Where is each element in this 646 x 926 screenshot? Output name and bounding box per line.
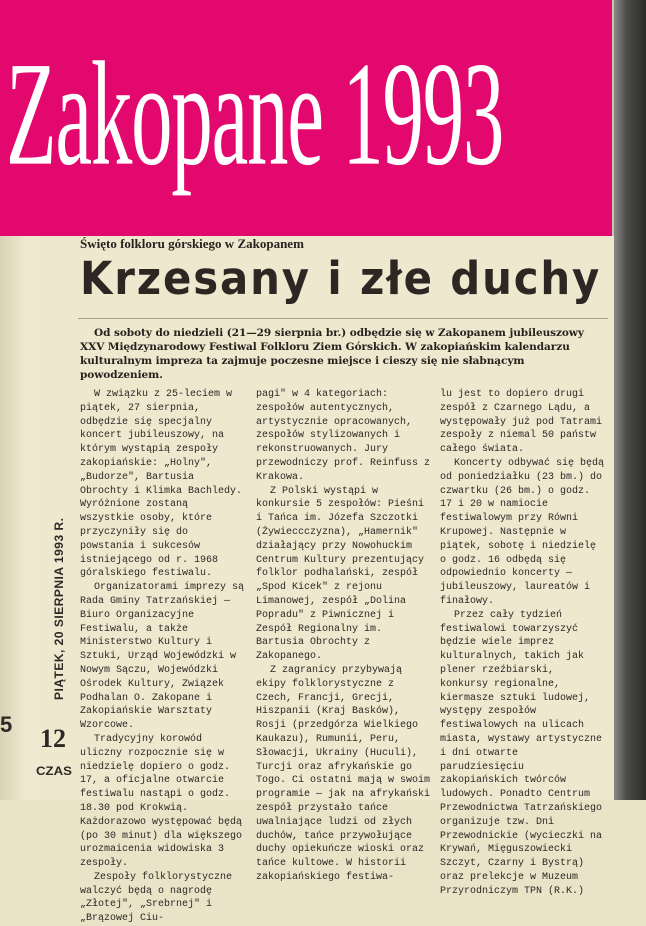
- page-number: 12: [40, 724, 66, 753]
- paragraph: pagi" w 4 kategoriach: zespołów autentycznych, artystycznie opracowanych, zespołów stylizowanych i rekonstruowanych. Jury przewodniczy prof. Reinfuss z Krakowa.: [256, 389, 431, 483]
- text-column-2: [256, 388, 432, 885]
- text-column-3: [440, 388, 608, 898]
- publication-name: CZAS: [36, 764, 72, 778]
- headline-rule: [78, 318, 608, 319]
- lead-paragraph: Od soboty do niedzieli (21—29 sierpnia br.) odbędzie się w Zakopanem jubileuszowy XXV Międzynarodowy Festiwal Folkloru Ziem Górskich. W zakopiańskim kalendarzu kulturalnym impreza ta zajmuje poczesne miejsce i cieszy się nie słabnącym powodzeniem.: [80, 327, 584, 381]
- page-edge-shadow: [614, 0, 646, 800]
- paragraph: Organizatorami imprezy są Rada Gminy Tatrzańskiej — Biuro Organizacyjne Festiwalu, a także Ministerstwo Kultury i Sztuki, Urząd Wojewódzki w Nowym Sączu, Wojewódzki Ośrodek Kultury, Związek Podhalan O. Zakopane i Zakopiańskie Warsztaty Wzorcowe.: [80, 582, 245, 732]
- paragraph: Zespoły folklorystyczne walczyć będą o nagrodę „Złotej", „Srebrnej" i „Brązowej Ciu-: [80, 871, 233, 925]
- edge-mark: 5: [0, 712, 13, 737]
- headline: Krzesany i złe duchy: [80, 252, 602, 305]
- paragraph: W związku z 25-leciem w piątek, 27 sierpnia, odbędzie się specjalny koncert jubileuszowy, na którym wystąpią zespoły zakopiańskie: „Holny", „Budorze", Bartusia Obrochty i Klimka Bachledy. Wyróżnione zostaną wszystkie osoby, które przyczyniły się do powstania i sukcesów istniejącego od r. 1968 góralskiego festiwalu.: [80, 389, 243, 580]
- paragraph: Z zagranicy przybywają ekipy folklorystyczne z Czech, Francji, Grecji, Hiszpanii (Kraj Basków), Rosji (przedgórza Wielkiego Kaukazu), Rumunii, Peru, Słowacji, Ukrainy (Huculi), Turcji oraz afrykańskie go Togo. Ci ostatni mają w swoim programie — jak na afrykański zespół przystało tańce uwalniające ludzi od złych duchów, tańce przywołujące duchy opiekuńcze wioski oraz tańce kultowe. W historii zakopiańskiego festiwa-: [256, 664, 431, 883]
- paragraph: lu jest to dopiero drugi zespół z Czarnego Lądu, a występowały już pod Tatrami zespoły z niemal 50 państw całego świata.: [440, 389, 603, 456]
- kicker: Święto folkloru górskiego w Zakopanem: [80, 236, 304, 251]
- paragraph: Z Polski wystąpi w konkursie 5 zespołów: Pieśni i Tańca im. Józefa Szczotki (Żywieccczyzna), „Hamernik" działający przy Nowohuckim Centrum Kultury prezentujący folklor podhalański, zespół „Spod Kicek" z rejonu Limanowej, zespół „Dolina Popradu" z Piwnicznej i Zespół Regionalny im. Bartusia Obrochty z Zakopanego.: [256, 485, 425, 663]
- banner-title: Zakopane 1993: [6, 30, 504, 197]
- text-column-1: [80, 388, 248, 926]
- date-line: PIĄTEK, 20 SIERPNIA 1993 R.: [52, 517, 66, 700]
- paragraph: Tradycyjny korowód uliczny rozpocznie się w niedzielę dopiero o godz. 17, a oficjalne otwarcie festiwalu nastąpi o godz. 18.30 pod Krokwią. Każdorazowo występować będą (po 30 minut) dla większego urozmaicenia widowiska 3 zespoły.: [80, 733, 243, 870]
- title-banner: [0, 0, 612, 236]
- paragraph: Koncerty odbywać się będą od poniedziałku (23 bm.) do czwartku (26 bm.) o godz. 17 i 20 w namiocie festiwalowym przy Równi Krupowej. Następnie w piątek, sobotę i niedzielę o godz. 16 odbędą się odpowiednio koncerty — jubileuszowy, laureatów i finałowy.: [440, 457, 605, 607]
- paragraph: Przez cały tydzień festiwalowi towarzyszyć będzie wiele imprez kulturalnych, takich jak plener rzeźbiarski, konkursy regionalne, kiermasze sztuki ludowej, występy zespołów festiwalowych na ulicach miasta, wystawy artystyczne i dni otwarte parudziesięciu zakopiańskich twórców ludowych. Ponadto Centrum Przewodnictwa Tatrzańskiego organizuje tzw. Dni Przewodnickie (wycieczki na Krywań, Mięguszowiecki Szczyt, Czarny i Bystrą) oraz prelekcje w Muzeum Przyrodniczym TPN (R.K.): [440, 609, 603, 897]
